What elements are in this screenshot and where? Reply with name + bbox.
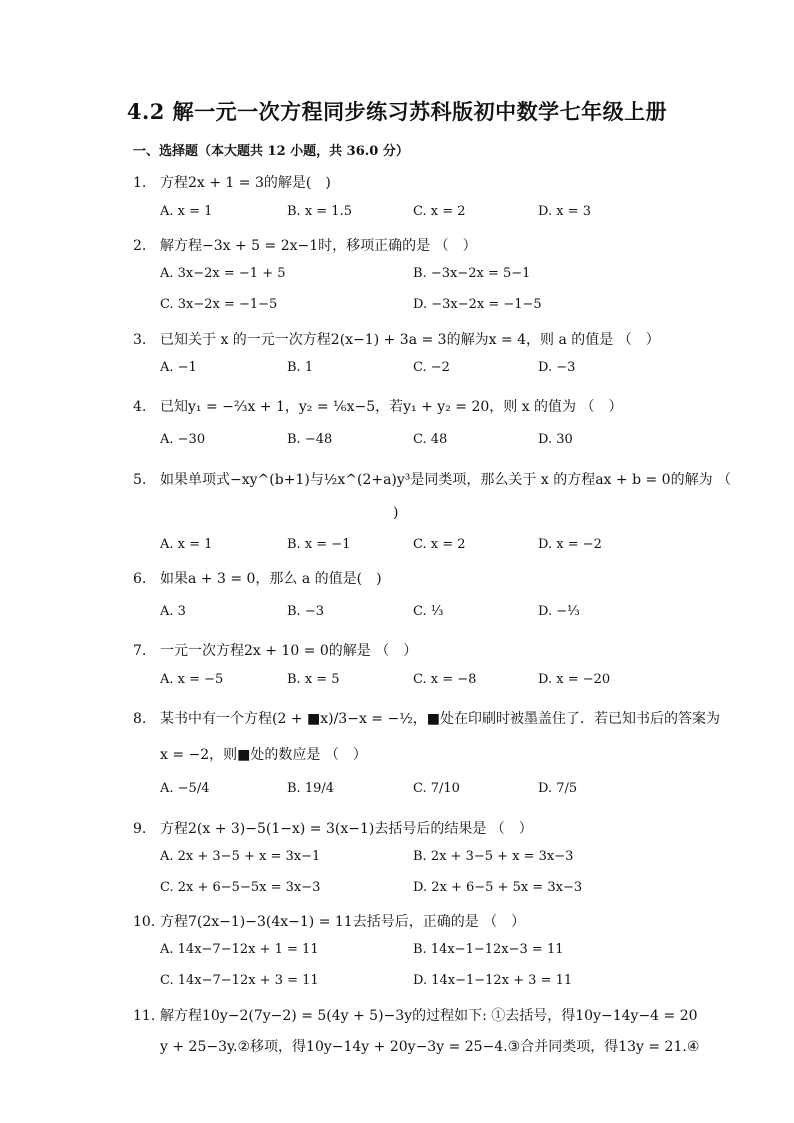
option-a: A. −30 — [160, 432, 206, 447]
section-heading: 一、选择题（本大题共 12 小题，共 36.0 分） — [133, 144, 409, 159]
option-c: C. 7/10 — [413, 781, 460, 796]
question-number: 6. — [133, 571, 147, 587]
question-1 — [133, 172, 331, 192]
option-c: C. 3x−2x = −1−5 — [160, 297, 278, 312]
question-number: 11. — [133, 1008, 156, 1024]
question-stem: 解方程10y−2(7y−2) = 5(4y + 5)−3y的过程如下: ①去括号，得10y−14y−4 = 20 — [160, 1008, 698, 1024]
question-4 — [133, 396, 623, 416]
question-number: 3. — [133, 332, 147, 348]
question-stem: 已知关于 x 的一元一次方程2(x−1) + 3a = 3的解为x = 4，则 a 的值是 （ ） — [160, 332, 660, 348]
option-c: C. 2x + 6−5−5x = 3x−3 — [160, 880, 321, 895]
question-stem: 已知y₁ = −⅔x + 1，y₂ = ⅙x−5，若y₁ + y₂ = 20，则 x 的值为 （ ） — [160, 399, 623, 415]
page-title: 4.2 解一元一次方程同步练习苏科版初中数学七年级上册 — [126, 99, 668, 124]
option-b: B. −48 — [287, 432, 333, 447]
option-d: D. 2x + 6−5 + 5x = 3x−3 — [413, 880, 583, 895]
question-stem: 方程2x + 1 = 3的解是( ) — [160, 175, 331, 191]
question-5 — [133, 469, 731, 489]
option-d: D. −3 — [538, 360, 576, 375]
question-stem: 如果a + 3 = 0，那么 a 的值是( ) — [160, 571, 382, 587]
option-b: B. 1 — [287, 360, 314, 375]
question-stem: 方程2(x + 3)−5(1−x) = 3(x−1)去括号后的结果是 （ ） — [160, 821, 533, 837]
option-b: B. x = 1.5 — [287, 204, 352, 219]
option-a: A. x = 1 — [160, 204, 213, 219]
question-number: 4. — [133, 399, 147, 415]
option-c: C. 14x−7−12x + 3 = 11 — [160, 973, 319, 988]
option-c: C. −2 — [413, 360, 450, 375]
option-b: B. 14x−1−12x−3 = 11 — [413, 942, 564, 957]
option-a: A. 2x + 3−5 + x = 3x−1 — [160, 849, 321, 864]
question-stem: 某书中有一个方程(2 + ■x)/3−x = −½，■处在印刷时被墨盖住了．若已知书后的答案为 — [160, 711, 720, 727]
option-d: D. x = −2 — [538, 537, 602, 552]
question-11 — [133, 1005, 698, 1025]
option-d: D. x = −20 — [538, 672, 611, 687]
question-stem: 方程7(2x−1)−3(4x−1) = 11去括号后，正确的是 （ ） — [160, 914, 526, 930]
option-b: B. −3x−2x = 5−1 — [413, 266, 531, 281]
option-d: D. x = 3 — [538, 204, 591, 219]
option-a: A. 3 — [160, 604, 186, 619]
option-a: A. 3x−2x = −1 + 5 — [160, 266, 286, 281]
question-3 — [133, 329, 660, 349]
option-c: C. x = −8 — [413, 672, 477, 687]
option-a: A. x = −5 — [160, 672, 224, 687]
option-b: B. −3 — [287, 604, 324, 619]
question-number: 10. — [133, 914, 156, 930]
question-9 — [133, 818, 533, 838]
question-stem: 一元一次方程2x + 10 = 0的解是 （ ） — [160, 643, 418, 659]
option-a: A. x = 1 — [160, 537, 213, 552]
option-b: B. x = −1 — [287, 537, 351, 552]
option-d: D. 30 — [538, 432, 573, 447]
option-d: D. 7/5 — [538, 781, 578, 796]
question-stem: 如果单项式−xy^(b+1)与½x^(2+a)y³是同类项，那么关于 x 的方程ax + b = 0的解为 （ — [160, 472, 732, 488]
question-number: 8. — [133, 711, 147, 727]
question-number: 2. — [133, 238, 147, 254]
question-10 — [133, 911, 525, 931]
question-stem: 解方程−3x + 5 = 2x−1时，移项正确的是 （ ） — [160, 238, 477, 254]
option-c: C. 48 — [413, 432, 448, 447]
option-c: C. x = 2 — [413, 204, 466, 219]
option-d: D. 14x−1−12x + 3 = 11 — [413, 973, 573, 988]
option-c: C. x = 2 — [413, 537, 466, 552]
question-continuation: x = −2，则■处的数应是 （ ） — [160, 747, 367, 763]
option-a: A. −5/4 — [160, 781, 210, 796]
option-b: B. 19/4 — [287, 781, 335, 796]
question-number: 9. — [133, 821, 147, 837]
question-number: 5. — [133, 472, 147, 488]
option-a: A. −1 — [160, 360, 197, 375]
question-number: 7. — [133, 643, 147, 659]
option-d: D. −3x−2x = −1−5 — [413, 297, 542, 312]
question-continuation: ) — [393, 505, 399, 521]
option-b: B. x = 5 — [287, 672, 340, 687]
question-number: 1. — [133, 175, 147, 191]
option-c: C. ⅓ — [413, 604, 444, 619]
question-2 — [133, 235, 477, 255]
option-d: D. −⅓ — [538, 604, 580, 619]
question-6 — [133, 568, 382, 588]
question-8 — [133, 708, 720, 728]
question-continuation: y + 25−3y.②移项，得10y−14y + 20y−3y = 25−4.③合并同类项，得13y = 21.④ — [160, 1039, 700, 1055]
question-7 — [133, 640, 417, 660]
option-b: B. 2x + 3−5 + x = 3x−3 — [413, 849, 574, 864]
option-a: A. 14x−7−12x + 1 = 11 — [160, 942, 319, 957]
